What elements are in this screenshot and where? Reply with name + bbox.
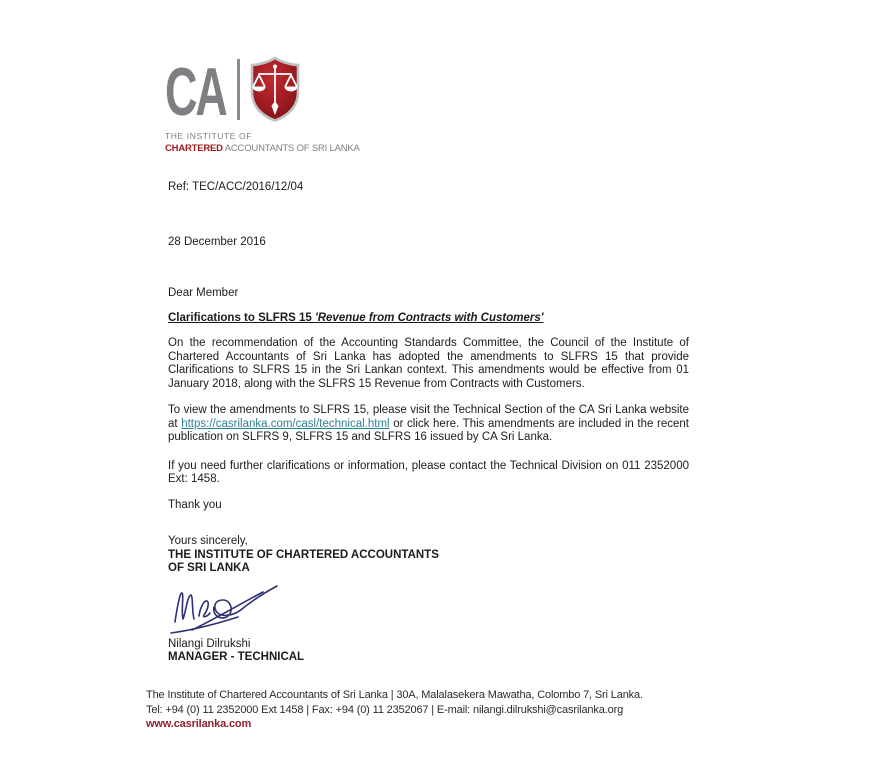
- logo-institute-line: THE INSTITUTE OF: [165, 131, 253, 141]
- logo-divider: [237, 59, 240, 120]
- paragraph-3: If you need further clarifications or information, please contact the Technical Division on 011 2352000 Ext: 1458.: [168, 459, 689, 485]
- closing-sincerely: Yours sincerely,: [168, 535, 248, 547]
- subject-italic-text: 'Revenue from Contracts with Customers': [314, 311, 544, 324]
- logo-accountants-text: ACCOUNTANTS OF SRI LANKA: [222, 143, 360, 154]
- letter-date: 28 December 2016: [168, 235, 266, 248]
- closing-org-line-1: THE INSTITUTE OF CHARTERED ACCOUNTANTS: [168, 548, 439, 561]
- subject-plain-text: Clarifications to SLFRS 15: [168, 311, 315, 324]
- closing-org-line-2: OF SRI LANKA: [168, 562, 250, 574]
- reference-number: Ref: TEC/ACC/2016/12/04: [168, 181, 304, 193]
- letter-footer: [146, 688, 746, 732]
- ca-shield-scales-icon: [249, 56, 301, 122]
- paragraph-2: [168, 404, 689, 445]
- logo-name-line: [165, 143, 360, 154]
- logo-chartered-text: CHARTERED: [165, 143, 223, 154]
- ca-logo: [165, 56, 360, 154]
- ca-monogram: CA: [165, 54, 226, 130]
- technical-section-link[interactable]: https://casrilanka.com/casl/technical.html: [181, 417, 390, 430]
- signer-name: Nilangi Dilrukshi: [168, 637, 251, 650]
- handwritten-signature: [168, 581, 283, 635]
- signer-title: MANAGER - TECHNICAL: [168, 651, 305, 663]
- paragraph-1: On the recommendation of the Accounting Standards Committee, the Council of the Institute of Chartered Accountants of Sri Lanka has adopted the amendments to SLFRS 15 that provide Clarifications to SLFRS 15 in the Sri Lankan context. This amendments would be effective from 01 January 2018, along with the SLFRS 15 Revenue from Contracts with Customers.: [168, 337, 689, 390]
- salutation: Dear Member: [168, 287, 239, 299]
- subject-line: [168, 312, 689, 326]
- paragraph-2-before-link: To view the amendments to SLFRS 15, please visit the Technical Section of the CA Sri Lanka website at: [168, 404, 689, 430]
- thank-you-line: Thank you: [168, 498, 222, 511]
- footer-address-line: The Institute of Chartered Accountants of Sri Lanka | 30A, Malalasekera Mawatha, Colombo 7, Sri Lanka.: [146, 689, 643, 701]
- letter-body: [168, 181, 689, 665]
- footer-contact-line: Tel: +94 (0) 11 2352000 Ext 1458 | Fax: +94 (0) 11 2352067 | E-mail: nilangi.dilrukshi@casrilanka.org: [146, 703, 624, 716]
- paragraph-2-after-link: or click here. This amendments are included in the recent publication on SLFRS 9, SLFRS 15 and SLFRS 16 issued by CA Sri Lanka.: [168, 417, 689, 443]
- logo-row: [165, 54, 360, 130]
- footer-website: www.casrilanka.com: [146, 718, 252, 730]
